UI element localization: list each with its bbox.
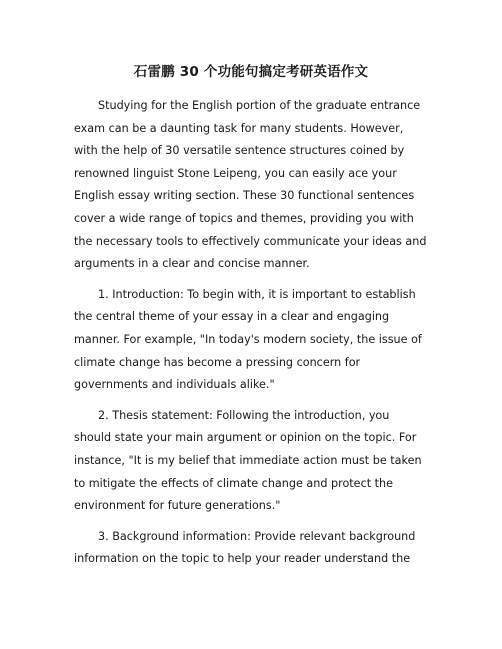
point-3-paragraph: 3. Background information: Provide relevant background information on the topic to help your reader understand the [74, 529, 416, 566]
point-2-paragraph: 2. Thesis statement: Following the introduction, you should state your main argument or opinion on the topic. For instance, "It is my belief that immediate action must be taken to mitigate the effects of climate change and protect the environment for future generations." [74, 408, 422, 513]
document-title: 石雷鹏 30 个功能句搞定考研英语作文 [133, 64, 369, 80]
intro-paragraph: Studying for the English portion of the graduate entrance exam can be a daunting task for many students. However, with the help of 30 versatile sentence structures coined by renowned linguist Stone Leipeng, you can easily ace your English essay writing section. These 30 functional sentences cover a wide range of topics and themes, providing you with the necessary tools to effectively communicate your ideas and arguments in a clear and concise manner. [74, 99, 427, 271]
point-1-paragraph: 1. Introduction: To begin with, it is important to establish the central theme of your essay in a clear and engaging manner. For example, "In today's modern society, the issue of climate change has become a pressing concern for governments and individuals alike." [74, 287, 422, 392]
